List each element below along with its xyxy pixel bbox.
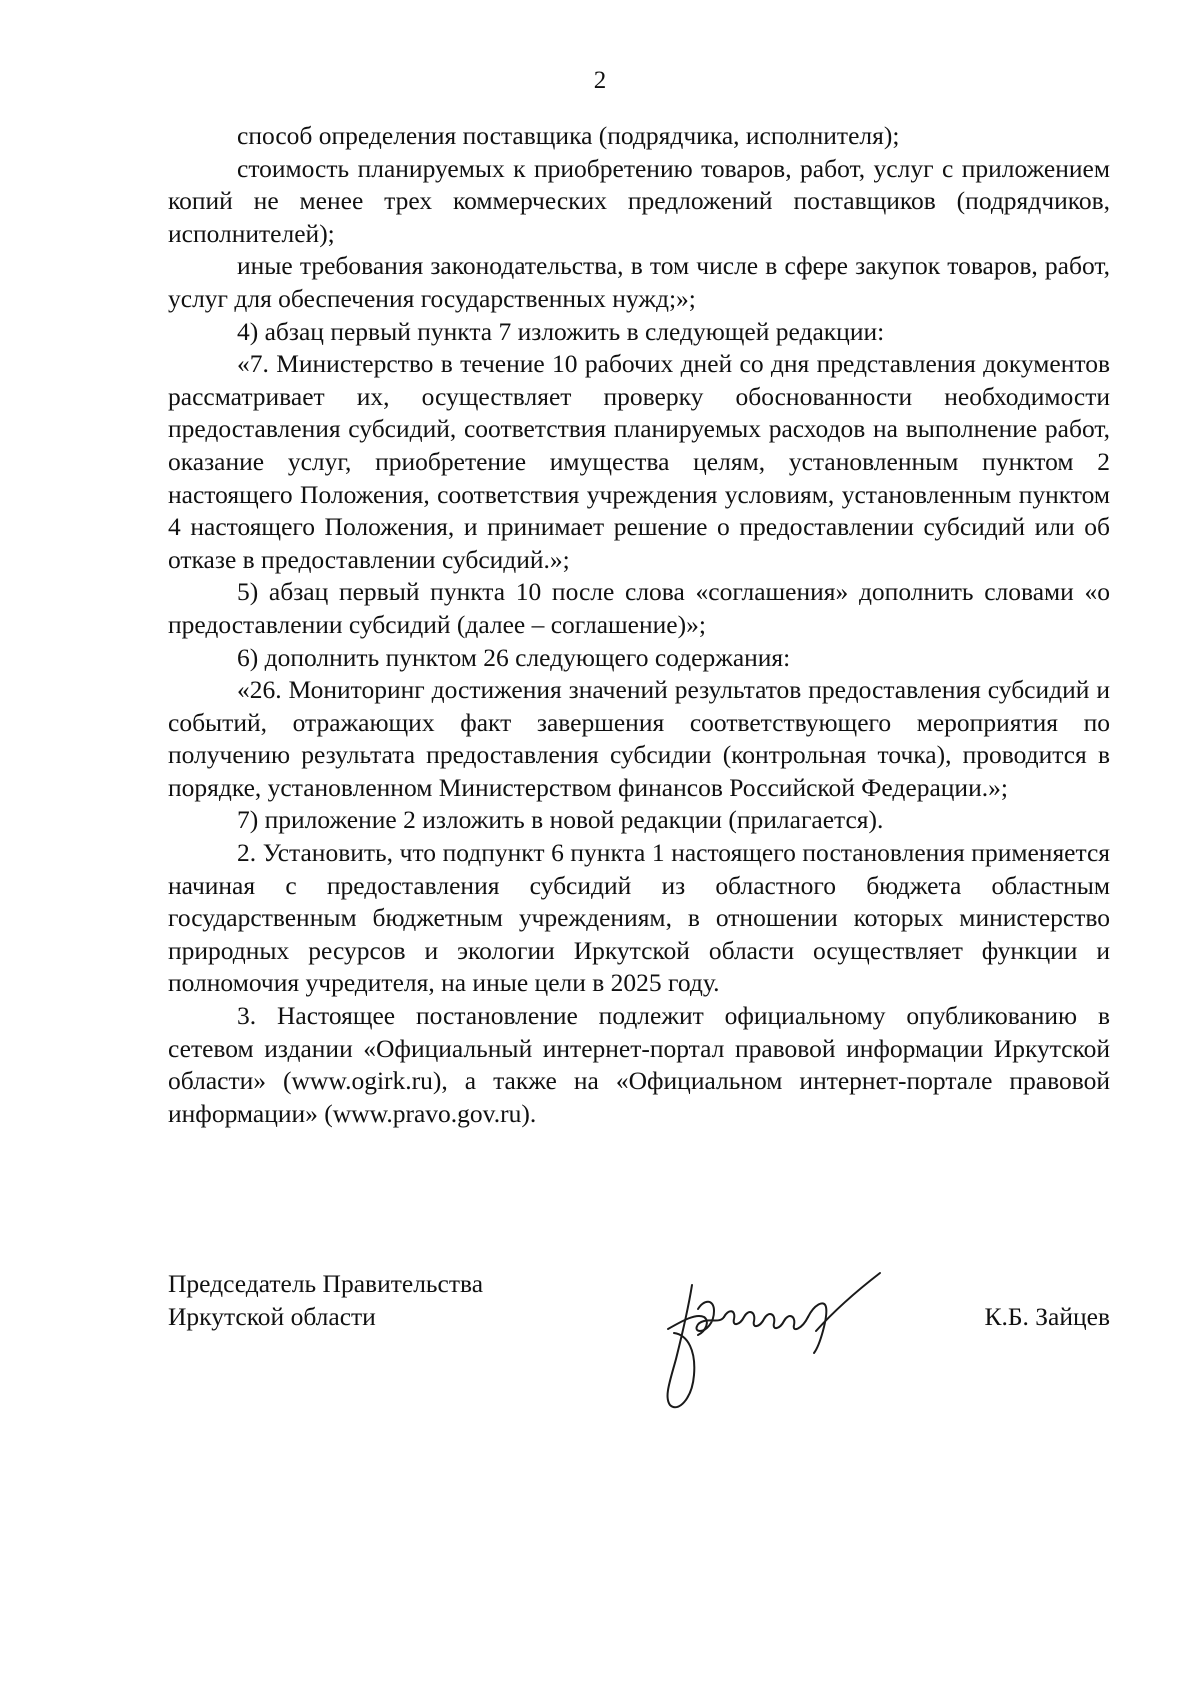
signer-position: [168, 1267, 483, 1333]
paragraph-supplier-method: способ определения поставщика (подрядчика, исполнителя);: [237, 121, 900, 150]
paragraph-section-2: 2. Установить, что подпункт 6 пункта 1 настоящего постановления применяется начиная с предоставления субсидий из областного бюджета областным государственным бюджетным учреждениям, в отношении которых министерство природных ресурсов и экологии Иркутской области осуществляет функции и полномочия учредителя, на иные цели в 2025 году.: [168, 838, 1110, 998]
paragraph-other-requirements: иные требования законодательства, в том числе в сфере закупок товаров, работ, услуг для обеспечения государственных нужд;»;: [168, 251, 1110, 313]
signer-position-line-1: Председатель Правительства: [168, 1269, 484, 1298]
signer-position-line-2: Иркутской области: [168, 1302, 376, 1331]
paragraph-cost: стоимость планируемых к приобретению товаров, работ, услуг с приложением копий не менее трех коммерческих предложений поставщиков (подрядчиков, исполнителей);: [168, 153, 1110, 248]
document-body: [168, 120, 1110, 1130]
paragraph-clause-26: «26. Мониторинг достижения значений результатов предоставления субсидий и событий, отражающих факт завершения соответствующего мероприятия по получению результата предоставления субсидии (контрольная точка), проводится в порядке, установленном Министерством финансов Российской Федерации.»;: [168, 675, 1110, 802]
paragraph-clause-7: «7. Министерство в течение 10 рабочих дней со дня представления документов рассматривает их, осуществляет проверку обоснованности необходимости предоставления субсидий, соответствия планируемых расходов на выполнение работ, оказание услуг, приобретение имущества целям, установленным пунктом 2 настоящего Положения, соответствия учреждения условиям, установленным пунктом 4 настоящего Положения, и принимает решение о предоставлении субсидий или об отказе в предоставлении субсидий.»;: [168, 349, 1110, 574]
signature-block: [168, 1267, 1110, 1427]
signer-name: К.Б. Зайцев: [984, 1302, 1110, 1331]
paragraph-item-6: 6) дополнить пунктом 26 следующего содержания:: [237, 642, 791, 672]
paragraph-item-7: 7) приложение 2 изложить в новой редакции (прилагается).: [237, 805, 884, 835]
page-number: 2: [593, 67, 607, 94]
paragraph-section-3: 3. Настоящее постановление подлежит официальному опубликованию в сетевом издании «Официальный интернет-портал правовой информации Иркутской области» (www.ogirk.ru), а также на «Официальном интернет-портале правовой информации» (www.pravo.gov.ru).: [168, 1001, 1110, 1128]
paragraph-item-5: 5) абзац первый пункта 10 после слова «соглашения» дополнить словами «о предоставлении субсидий (далее – соглашение)»;: [168, 577, 1110, 639]
handwritten-signature-icon: [648, 1255, 898, 1415]
paragraph-item-4: 4) абзац первый пункта 7 изложить в следующей редакции:: [237, 316, 885, 346]
